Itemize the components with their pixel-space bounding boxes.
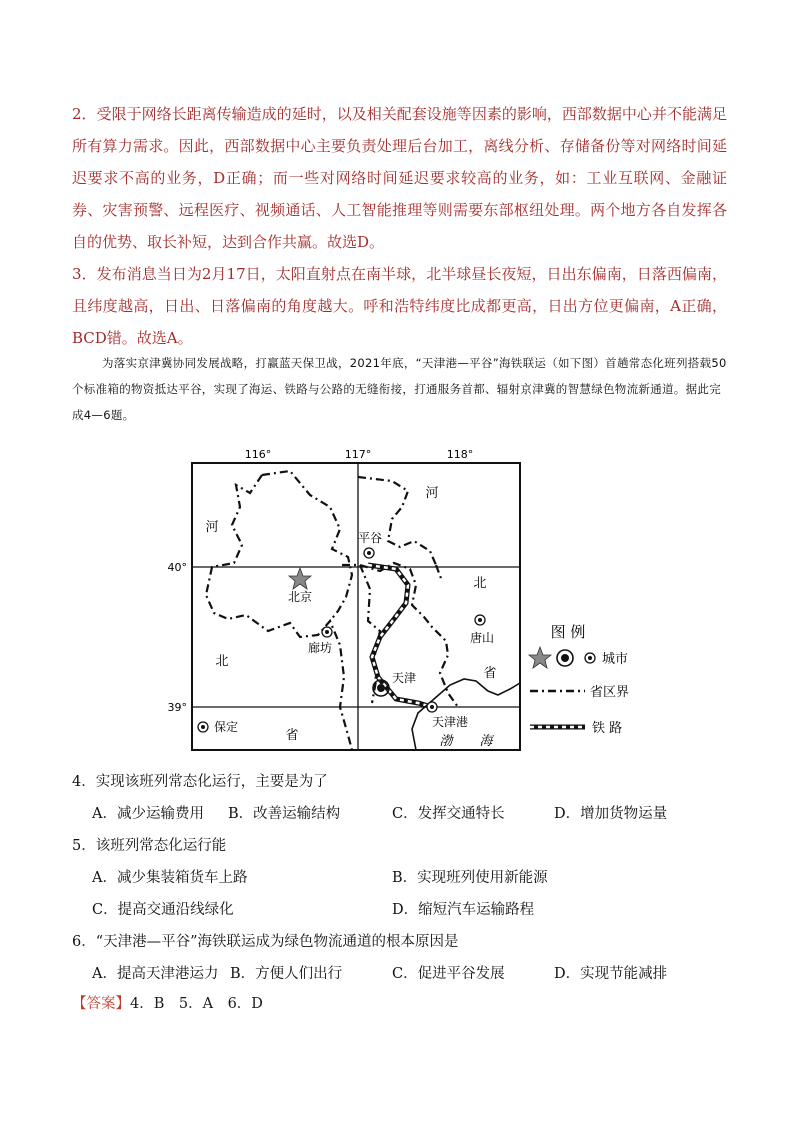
city-tangshan	[470, 615, 494, 645]
q5-option-b[interactable]: B．实现班列使用新能源	[392, 870, 548, 886]
city-label-tianjin-port: 天津港	[431, 715, 469, 729]
city-label-tianjin: 天津	[391, 671, 417, 685]
tianjin-pinggu-map	[0, 445, 794, 775]
city-beijing	[288, 568, 312, 604]
q6-option-a[interactable]: A．提高天津港运力	[92, 966, 219, 982]
legend-title: 图 例	[550, 623, 586, 641]
tianjin-dot	[377, 684, 385, 692]
sea-label-hai: 海	[479, 734, 493, 749]
region-label-sheng-s: 省	[285, 728, 299, 743]
map-legend	[529, 623, 629, 736]
tangshan-dot	[478, 618, 482, 622]
q6-option-b[interactable]: B．方便人们出行	[230, 966, 343, 982]
region-label-he-w: 河	[205, 520, 219, 535]
explanation-q2: 2．受限于网络长距离传输造成的延时，以及相关配套设施等因素的影响，西部数据中心并不能满足所有算力需求。因此，西部数据中心主要负责处理后台加工，离线分析、存储备份等对网络时间延迟要求不高的业务，D正确；而一些对网络时间延迟要求较高的业务，如：工业互联网、金融证券、灾害预警、远程医疗、视频通话、人工智能推理等则需要东部枢纽处理。两个地方各自发挥各自的优势、取长补短，达到合作共赢。故选D。	[72, 105, 727, 251]
baoding-dot	[201, 725, 205, 729]
langfang-dot	[325, 630, 329, 634]
city-pinggu	[358, 531, 382, 558]
city-label-pinggu: 平谷	[357, 531, 383, 545]
region-label-bei-e: 北	[473, 576, 487, 591]
lat-label-40: 40°	[167, 561, 187, 574]
region-label-he-ne: 河	[425, 486, 439, 501]
q5-option-d[interactable]: D．缩短汽车运输路程	[392, 902, 535, 918]
q4-option-d[interactable]: D．增加货物运量	[554, 806, 668, 822]
q4-option-c[interactable]: C．发挥交通特长	[392, 806, 505, 822]
lon-label-116: 116°	[244, 448, 272, 461]
lon-label-117: 117°	[344, 448, 372, 461]
beijing-boundary	[206, 475, 352, 750]
question-4-stem: 4．实现该班列常态化运行，主要是为了	[72, 774, 328, 790]
city-tianjin-port	[427, 702, 468, 729]
region-label-bei-sw: 北	[215, 654, 229, 669]
city-baoding	[198, 720, 238, 734]
question-6-stem: 6．“天津港—平谷”海铁联运成为绿色物流通道的根本原因是	[72, 934, 459, 950]
question-intro: 为落实京津冀协同发展战略，打赢蓝天保卫战，2021年底，“天津港—平谷”海铁联运（如下图）首趟常态化班列搭载50个标准箱的物资抵达平谷，实现了海运、铁路与公路的无缝衔接，打通服务首都、辐射京津冀的智慧绿色物流新通道。据此完成4—6题。	[72, 356, 727, 422]
legend-star-icon	[529, 647, 551, 668]
city-langfang	[308, 627, 332, 655]
region-label-sheng-e: 省	[483, 666, 497, 681]
capital-star-icon	[289, 568, 311, 589]
explanation-q3: 3．发布消息当日为2月17日，太阳直射点在南半球，北半球昼长夜短，日出东偏南，日落西偏南，且纬度越高，日出、日落偏南的角度越大。呼和浩特纬度比成都更高，日出方位更偏南，A正确，BCD错。故选A。	[72, 265, 727, 347]
lon-label-118: 118°	[446, 448, 474, 461]
q5-option-a[interactable]: A．减少集装箱货车上路	[92, 870, 248, 886]
legend-major-city-dot	[561, 654, 569, 662]
tianjin-port-dot	[430, 705, 434, 709]
railway-inner	[368, 565, 432, 707]
q6-option-d[interactable]: D．实现节能减排	[554, 966, 668, 982]
city-label-baoding: 保定	[213, 720, 239, 734]
legend-city-label: 城市	[602, 652, 629, 667]
q4-option-b[interactable]: B．改善运输结构	[228, 806, 341, 822]
railway-outer	[368, 565, 432, 707]
lat-label-39: 39°	[167, 701, 187, 714]
city-label-beijing: 北京	[287, 590, 313, 604]
answer-tag: 【答案】	[72, 996, 130, 1012]
answer-text: 4．B 5．A 6．D	[130, 996, 263, 1012]
legend-boundary-label: 省区界	[590, 685, 630, 700]
legend-city-dot	[588, 656, 592, 660]
q5-option-c[interactable]: C．提高交通沿线绿化	[92, 902, 234, 918]
q4-option-a[interactable]: A．减少运输费用	[92, 806, 204, 822]
question-5-stem: 5．该班列常态化运行能	[72, 838, 227, 854]
city-label-langfang: 廊坊	[307, 641, 333, 655]
provincial-boundaries	[206, 471, 458, 750]
city-label-tangshan: 唐山	[469, 631, 495, 645]
sea-label-bo: 渤	[439, 734, 453, 749]
tianjin-west-boundary	[360, 565, 380, 703]
q6-option-c[interactable]: C．促进平谷发展	[392, 966, 505, 982]
pinggu-dot	[367, 551, 371, 555]
legend-railway-label: 铁 路	[592, 721, 623, 736]
answer-line	[72, 992, 263, 1013]
